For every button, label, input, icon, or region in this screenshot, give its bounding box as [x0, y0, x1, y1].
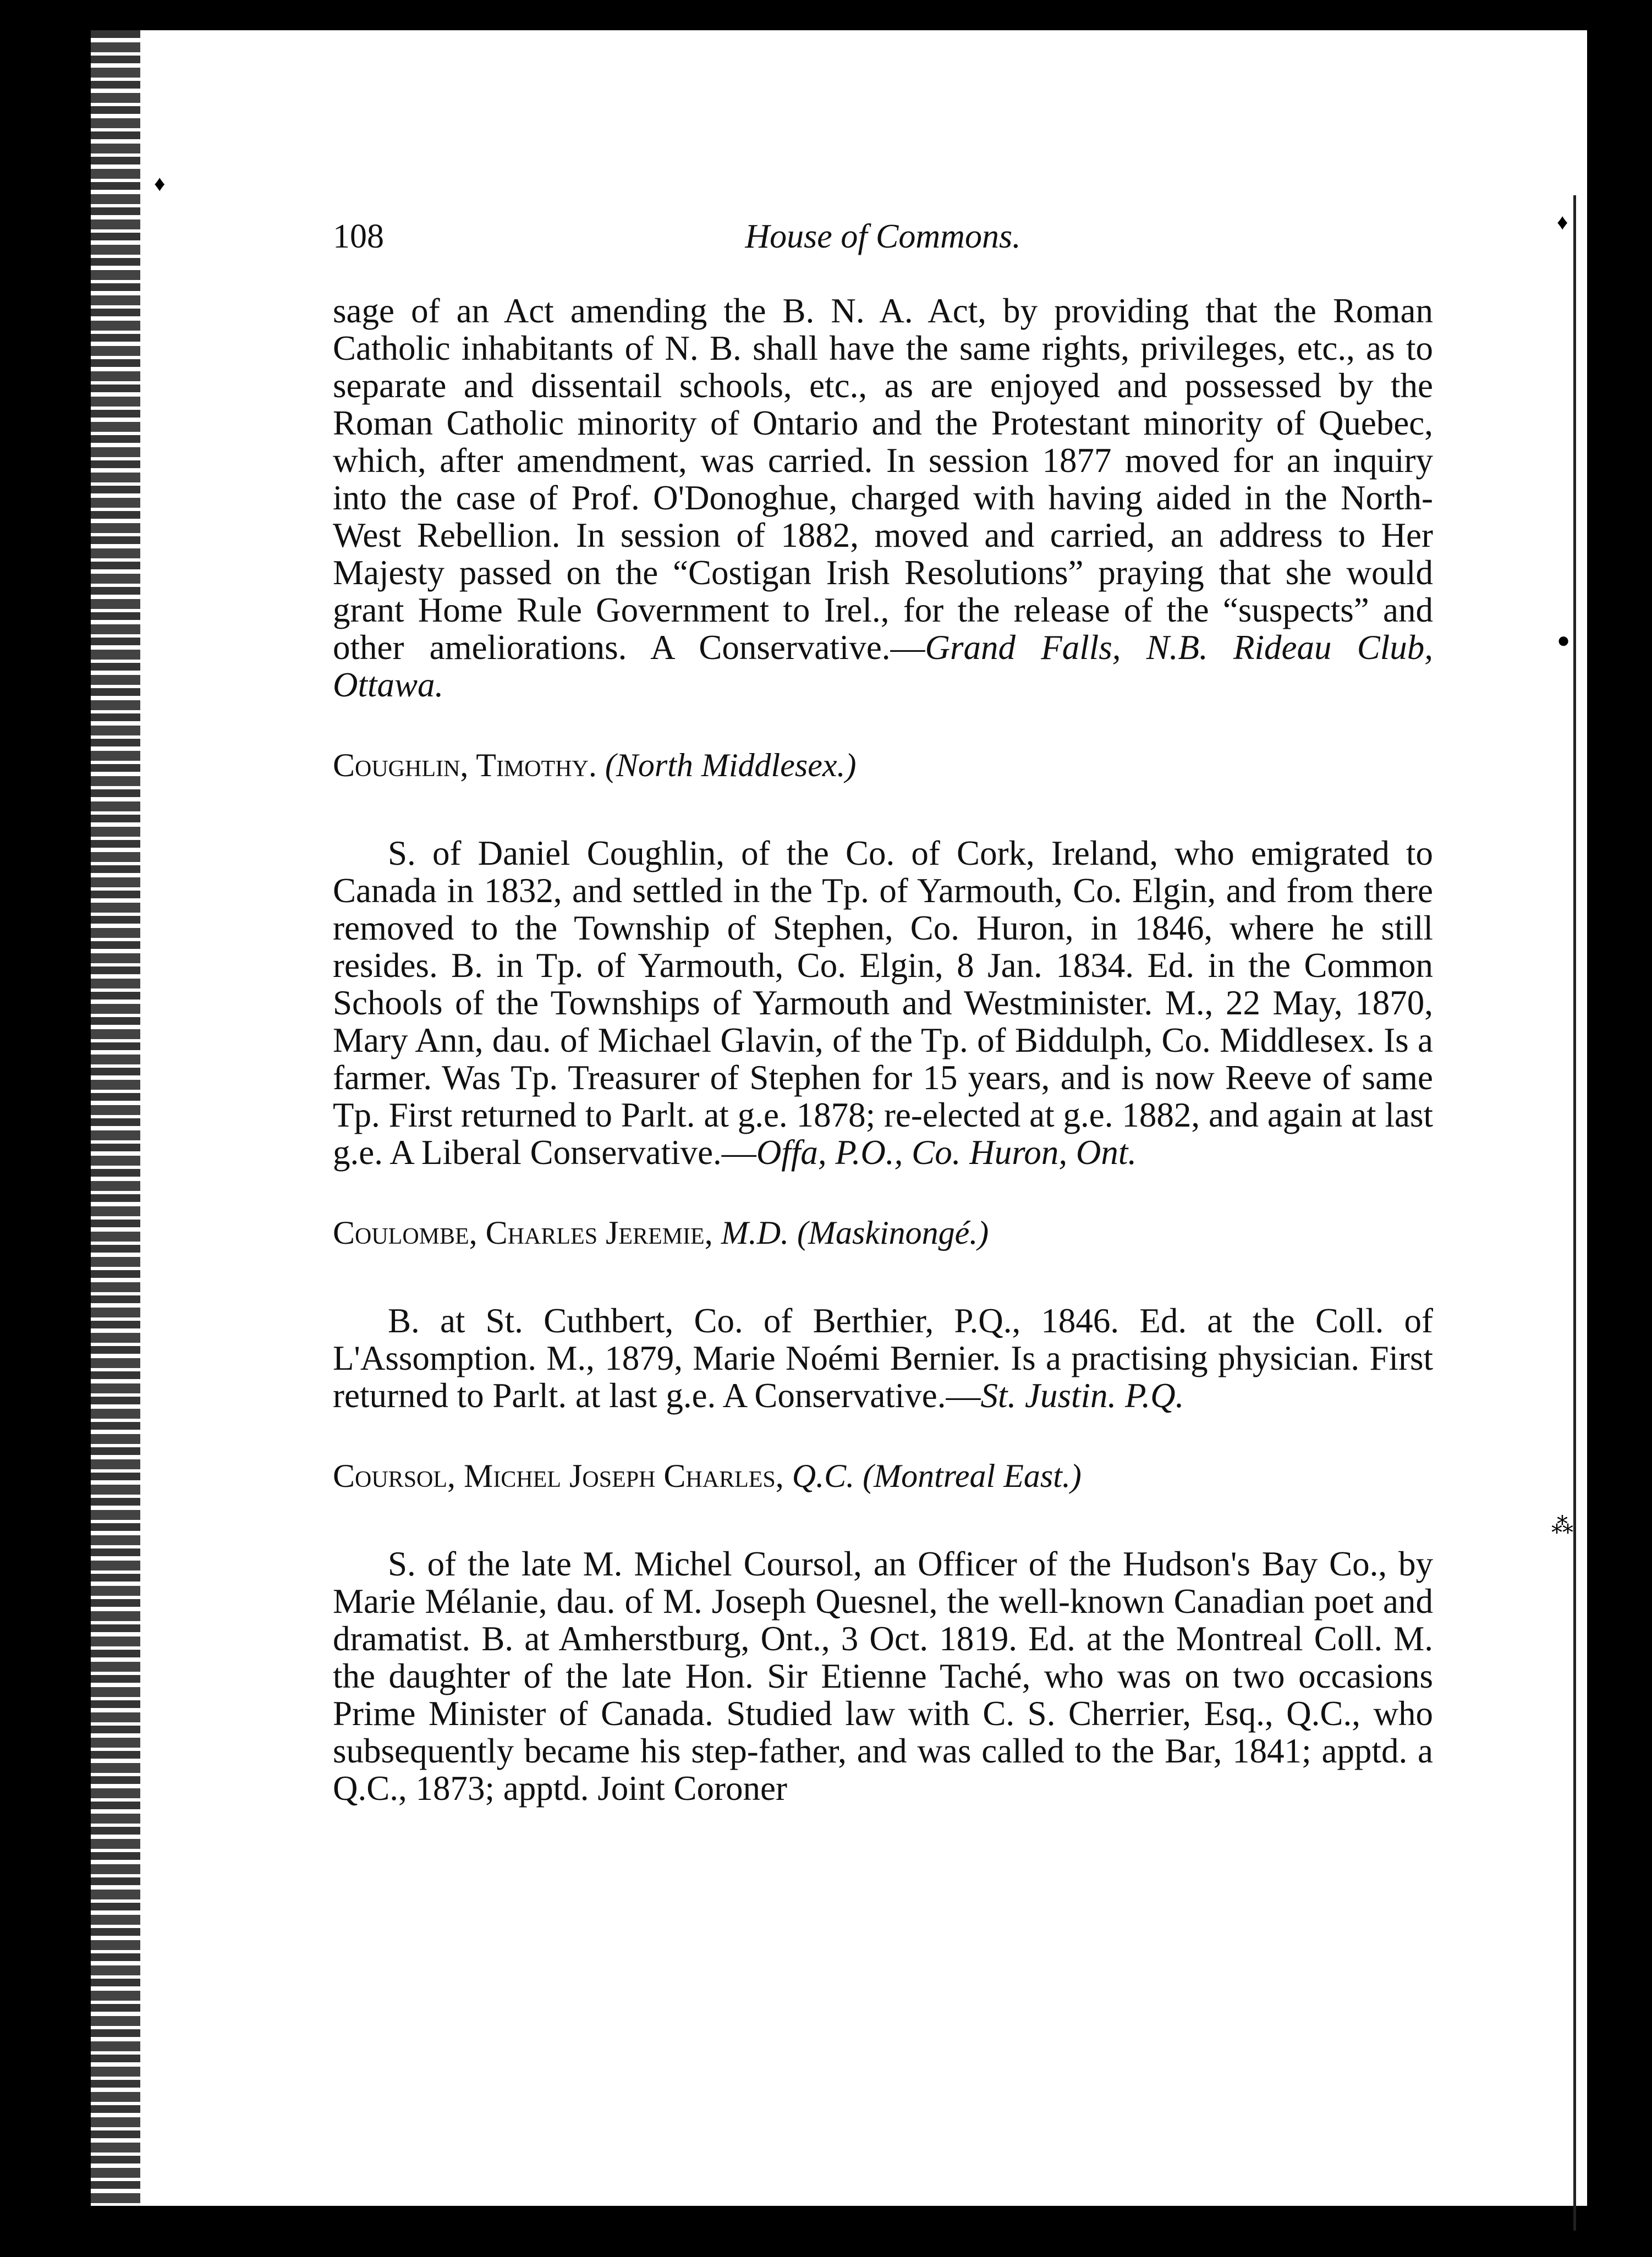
running-title: House of Commons. [745, 218, 1021, 255]
scan-speck: ♦ [1557, 210, 1568, 234]
entry-body: B. at St. Cuthbert, Co. of Berthier, P.Q., 1846. Ed. at the Coll. of L'Assomption. M., 1879, Marie Noémi Bernier. Is a practising physician. First returned to Parlt. at last g.e. A Conservative.— [333, 1302, 1433, 1415]
scan-edge-left [91, 30, 140, 2236]
entry-credential: M.D. [721, 1215, 789, 1251]
entry-address: St. Justin. P.Q. [980, 1376, 1184, 1415]
entry-heading-coughlin [333, 746, 1433, 784]
entry-name: Coulombe, Charles Jeremie, [333, 1215, 713, 1251]
entry-address: Offa, P.O., Co. Huron, Ont. [756, 1133, 1137, 1172]
entry-body: S. of Daniel Coughlin, of the Co. of Cork, Ireland, who emigrated to Canada in 1832, and settled in the Tp. of Yarmouth, Co. Elgin, and from there removed to the Township of Stephen, Co. Huron, in 1846, where he still resides. B. in Tp. of Yarmouth, Co. Elgin, 8 Jan. 1834. Ed. in the Common Schools of the Townships of Yarmouth and Westminister. M., 22 May, 1870, Mary Ann, dau. of Michael Glavin, of the Tp. of Biddulph, Co. Middlesex. Is a farmer. Was Tp. Treasurer of Stephen for 15 years, and is now Reeve of same Tp. First returned to Parlt. at g.e. 1878; re-elected at g.e. 1882, and again at last g.e. A Liberal Conservative.— [333, 834, 1433, 1172]
entry-paragraph-coulombe [333, 1302, 1433, 1414]
entry-riding: (North Middlesex.) [605, 747, 857, 783]
scan-speck: ● [1557, 628, 1571, 652]
scan-speck: ⁂ [1551, 1513, 1573, 1538]
entry-paragraph-coughlin [333, 834, 1433, 1171]
page-header [333, 217, 1433, 272]
scan-speck: ♦ [154, 171, 166, 196]
scanned-page [91, 30, 1587, 2236]
scan-edge-bottom [91, 2206, 1587, 2236]
entry-name: Coughlin, Timothy. [333, 747, 597, 783]
entry-riding: (Maskinongé.) [797, 1215, 989, 1251]
continued-body: sage of an Act amending the B. N. A. Act, by providing that the Roman Catholic inhabitants of N. B. shall have the same rights, privileges, etc., as to separate and dissentail schools, etc., as are enjoyed and possessed by the Roman Catholic minority of Ontario and the Protestant minority of Quebec, which, after amendment, was carried. In session 1877 moved for an inquiry into the case of Prof. O'Donoghue, charged with having aided in the North-West Rebellion. In session of 1882, moved and carried, an address to Her Majesty passed on the “Costigan Irish Resolutions” praying that she would grant Home Rule Government to Irel., for the release of the “suspects” and other ameliorations. A Conservative.— [333, 292, 1433, 667]
page-number: 108 [333, 218, 384, 255]
continued-paragraph [333, 292, 1433, 704]
entry-riding: (Montreal East.) [863, 1458, 1082, 1494]
page-content [333, 217, 1433, 1807]
entry-credential: Q.C. [792, 1458, 855, 1494]
continued-address: Grand Falls, N.B. Rideau Club, Ottawa. [333, 628, 1433, 704]
scan-edge-right-rule [1573, 195, 1576, 2231]
entry-heading-coursol [333, 1457, 1433, 1495]
entry-paragraph-coursol [333, 1545, 1433, 1807]
entry-heading-coulombe [333, 1214, 1433, 1251]
entry-name: Coursol, Michel Joseph Charles, [333, 1458, 784, 1494]
entry-body: S. of the late M. Michel Coursol, an Officer of the Hudson's Bay Co., by Marie Mélanie, dau. of M. Joseph Quesnel, the well-known Canadian poet and dramatist. B. at Amherstburg, Ont., 3 Oct. 1819. Ed. at the Montreal Coll. M. the daughter of the late Hon. Sir Etienne Taché, who was on two occasions Prime Minister of Canada. Studied law with C. S. Cherrier, Esq., Q.C., who subsequently became his step-father, and was called to the Bar, 1841; apptd. a Q.C., 1873; apptd. Joint Coroner [333, 1545, 1433, 1808]
